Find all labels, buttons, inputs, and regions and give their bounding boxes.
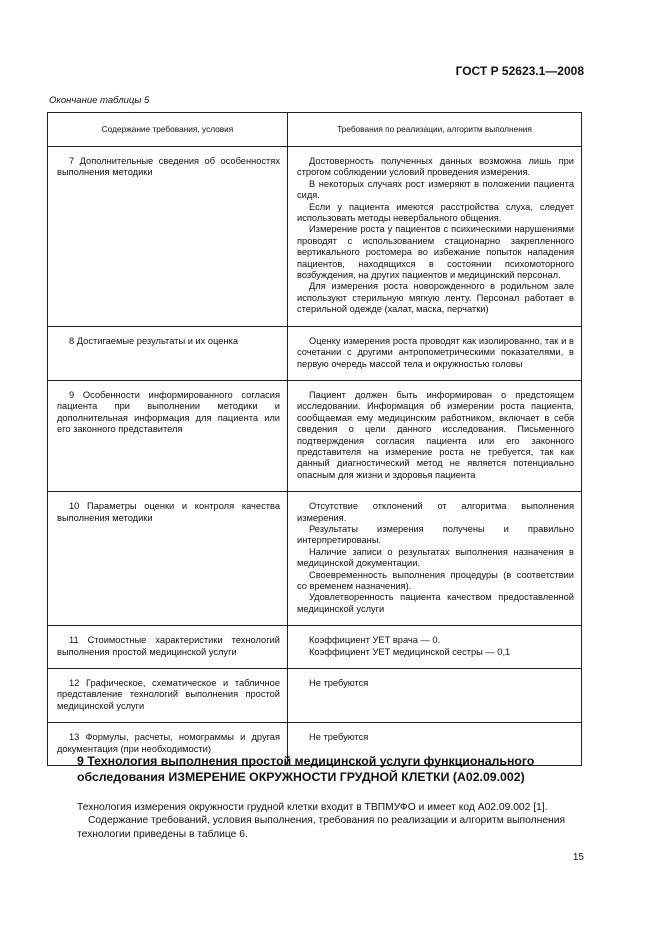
column-header-implementation: Требования по реализации, алгоритм выполнения [288,113,582,147]
requirement-cell: 8 Достигаемые результаты и их оценка [69,335,239,346]
requirement-cell: 7 Дополнительные сведения об особенностях выполнения методики [57,156,280,178]
table-row [48,492,582,626]
detail-paragraph: Своевременность выполнения процедуры (в соответствии со временем назначения). [297,569,574,591]
section-title-line: обследования ИЗМЕРЕНИЕ ОКРУЖНОСТИ ГРУДНОЙ КЛЕТКИ (А02.09.002) [77,769,525,784]
detail-paragraph: Отсутствие отклонений от алгоритма выполнения измерения. [297,501,574,523]
detail-paragraph: Коэффициент УЕТ врача — 0. [309,635,441,646]
section-title [77,754,587,785]
table-row [48,147,582,327]
detail-paragraph: Не требуются [309,678,369,689]
detail-paragraph: Для измерения роста новорожденного в родильном зале используют стерильную мягкую ленту. Персонал работает в стерильной одежде (халат, маска, перчатки) [297,281,574,315]
detail-paragraph: В некоторых случаях рост измеряют в положении пациента сидя. [297,178,574,201]
column-header-requirement: Содержание требования, условия [48,113,288,147]
requirements-table [47,112,582,766]
detail-paragraph: Достоверность полученных данных возможна лишь при строгом соблюдении условий проведения измерения. [297,156,574,178]
requirement-cell: 10 Параметры оценки и контроля качества выполнения методики [57,501,280,523]
detail-paragraph: Не требуются [309,732,369,743]
body-paragraph: Содержание требований, условия выполнения, требования по реализации и алгоритм выполнения технологии приведены в таблице 6. [77,815,566,840]
detail-paragraph: Удовлетворенность пациента качеством предоставленной медицинской услуги [297,592,574,614]
table-row [48,326,582,380]
section-body [77,801,584,841]
detail-paragraph: Коэффициент УЕТ медицинской сестры — 0,1 [309,646,511,657]
detail-paragraph: Наличие записи о результатах выполнения назначения в медицинской документации. [297,546,574,569]
page-number: 15 [572,852,584,863]
body-paragraph: Технология измерения окружности грудной клетки входит в ТВПМУФО и имеет код А02.09.002 [1]. [77,802,548,813]
requirement-cell: 9 Особенности информированного согласия пациента при выполнении методики и дополнительная информация для пациента или его законного представителя [57,389,280,435]
detail-paragraph: Результаты измерения получены и правильно интерпретированы. [297,523,574,546]
requirement-cell: 11 Стоимостные характеристики технологий выполнения простой медицинской услуги [57,635,280,657]
table-row [48,380,582,491]
detail-paragraph: Измерение роста у пациентов с психическими нарушениями проводят с использованием стационарно закрепленного вертикального ростомера во избежание попыток нападения пациентов, находящихся в состоянии психомоторного возбуждения, на других пациентов и медицинский персонал. [297,224,574,281]
section-title-line: 9 Технология выполнения простой медицинской услуги функционального [77,754,535,768]
requirement-cell: 13 Формулы, расчеты, номограммы и другая документация (при необходимости) [57,732,280,754]
document-header: ГОСТ Р 52623.1—2008 [455,64,584,78]
table-header-row [48,113,582,147]
table-row [48,626,582,669]
table-caption: Окончание таблицы 5 [49,95,150,106]
detail-paragraph: Оценку измерения роста проводят как изолированно, так и в сочетании с другими антропометрическими показателями, в первую очередь массой тела и окружностью головы [297,335,574,369]
requirement-cell: 12 Графическое, схематическое и табличное представление технологий выполнения простой медицинской услуги [57,678,280,711]
table-row [48,669,582,723]
detail-paragraph: Пациент должен быть информирован о предстоящем исследовании. Информация об измерении роста пациента, сообщаемая ему медицинским работником, включает в себя сведения о цели данного исследования. Письменного подтверждения согласия пациента или его законного представителя на измерение роста не требуется, так как данный диагностический метод не является потенциально опасным для жизни и здоровья пациента [297,389,574,480]
detail-paragraph: Если у пациента имеются расстройства слуха, следует использовать методы невербального общения. [297,201,574,224]
